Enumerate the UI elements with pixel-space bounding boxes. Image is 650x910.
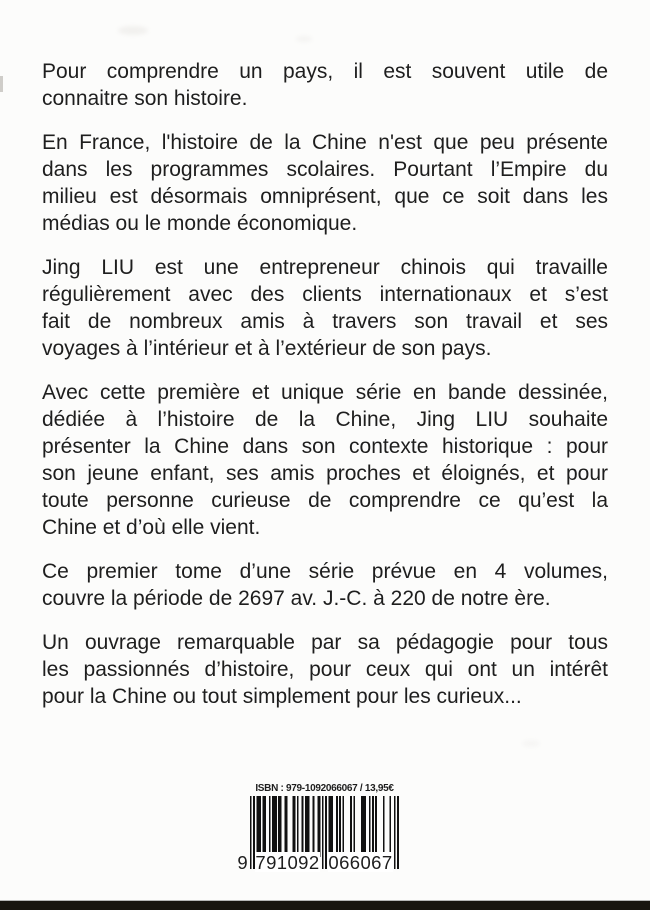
blurb-paragraph-1 [42,58,608,112]
blurb-line: connaitre son histoire. [42,87,248,110]
barcode-first-digit: 9 [237,852,248,873]
blurb-paragraph-5 [42,558,608,612]
ean13-barcode [237,796,399,874]
blurb-line: milieu est désormais omniprésent, que ce soit dans les [42,185,608,208]
isbn-barcode-block [237,783,399,874]
scan-edge-mark [0,76,3,92]
blurb-line: présenter la Chine dans son contexte historique : pour [42,435,608,458]
blurb-paragraph-6 [42,629,608,710]
barcode-left-digit-group: 791092 [255,852,320,873]
blurb-line: Jing LIU est une entrepreneur chinois qui travaille [42,256,608,279]
barcode-right-digit-group: 066067 [328,852,393,873]
blurb-line: Avec cette première et unique série en bande dessinée, [42,381,608,404]
blurb-line: pour la Chine ou tout simplement pour les curieux... [42,685,522,708]
blurb-line: couvre la période de 2697 av. J.-C. à 220 de notre ère. [42,587,551,610]
blurb-line: Ce premier tome d’une série prévue en 4 volumes, [42,560,608,583]
blurb-line: régulièrement avec des clients internationaux et s’est [42,283,608,306]
blurb-line: Chine et d’où elle vient. [42,516,261,539]
blurb-line: En France, l'histoire de la Chine n'est que peu présente [42,131,608,154]
blurb-paragraph-3 [42,254,608,362]
blurb-line: Un ouvrage remarquable par sa pédagogie pour tous [42,631,608,654]
blurb-paragraph-4 [42,379,608,541]
blurb-line: fait de nombreux amis à travers son travail et ses [42,310,608,333]
blurb-line: les passionnés d’histoire, pour ceux qui ont un intérêt [42,658,608,681]
blurb-line: dans les programmes scolaires. Pourtant l’Empire du [42,158,608,181]
blurb-line: son jeune enfant, ses amis proches et éloignés, et pour [42,462,608,485]
blurb-text-block [42,58,608,727]
isbn-price-label: ISBN : 979-1092066067 / 13,95€ [255,783,394,794]
scan-noise-speck [522,740,540,747]
blurb-line: toute personne curieuse de comprendre ce qu’est la [42,489,608,512]
scan-noise-speck [296,36,312,42]
book-bottom-edge [0,901,650,910]
scan-noise-speck [118,26,148,35]
blurb-paragraph-2 [42,129,608,237]
blurb-line: médias ou le monde économique. [42,212,358,235]
blurb-line: voyages à l’intérieur et à l’extérieur de son pays. [42,337,492,360]
blurb-line: dédiée à l’histoire de la Chine, Jing LIU souhaite [42,408,608,431]
blurb-line: Pour comprendre un pays, il est souvent utile de [42,60,608,83]
